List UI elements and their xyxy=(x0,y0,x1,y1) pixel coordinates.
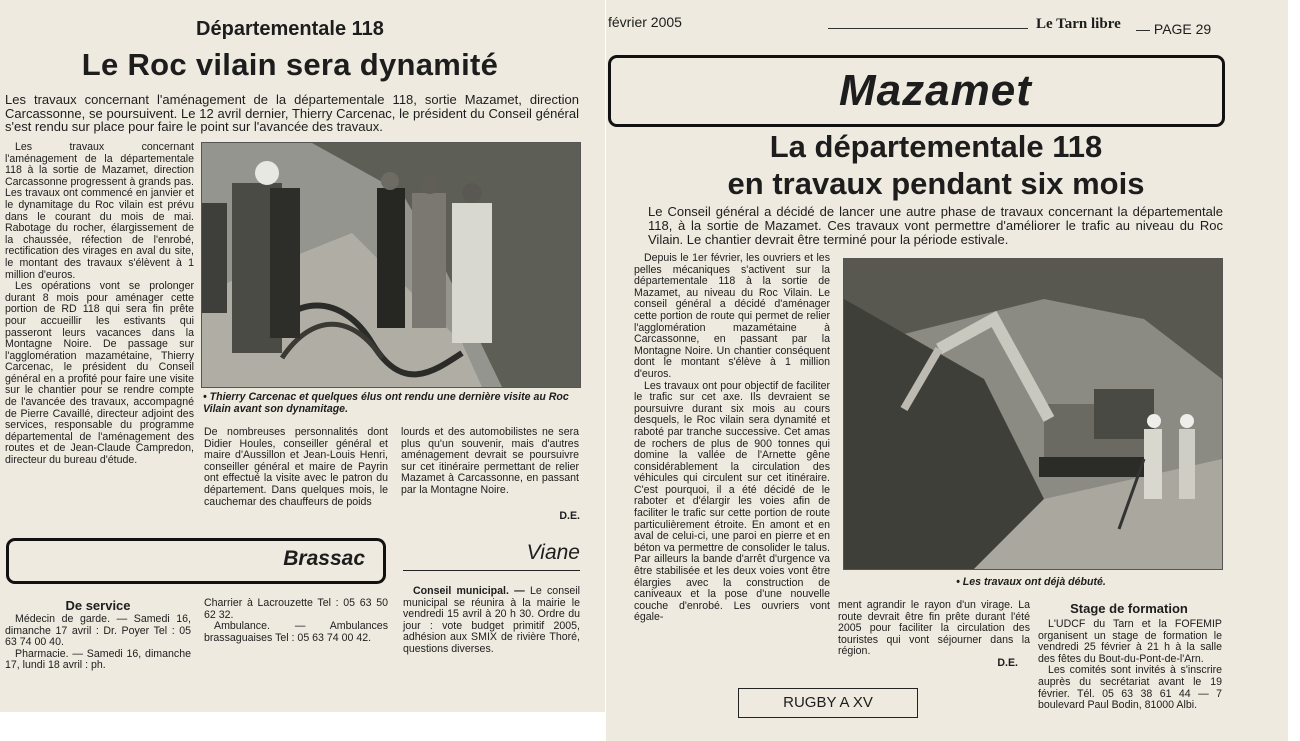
conseil-municipal xyxy=(403,586,580,656)
mazamet-banner xyxy=(608,55,1225,127)
left-photo-caption: • Thierry Carcenac et quelques élus ont rendu une dernière visite au Roc Vilain avant son dynamitage. xyxy=(203,391,569,415)
right-col1-paragraph-1: Depuis le 1er février, les ouvriers et les pelles mécaniques s'activent sur la départementale 118 à la sortie de Mazamet, au niveau du Roc Vilain. Le conseil général a décidé d'aménager cette portion de route qui permet de relier l'agglomération mazamétaine à Carcassonne, en passant par la Montagne Noire. Un chantier conséquent dont le montant s'élève à 1 million d'euros. xyxy=(634,252,830,380)
stage-title: Stage de formation xyxy=(1070,601,1188,616)
right-photo-caption: • Les travaux ont déjà débuté. xyxy=(956,576,1106,588)
left-column-2: De nombreuses personnalités dont Didier Houles, conseiller général et maire d'Aussillon et Jean-Louis Henri, conseiller général et maire de Payrin ont effectué la visite avec le patron du département. Dans quelques mois, le cauchemar des chauffeurs de poids xyxy=(204,426,388,508)
header-rule xyxy=(828,28,1028,29)
page-number: — PAGE 29 xyxy=(1136,21,1212,37)
ambulance: Ambulance. — Ambulances brassaguaises Tel : 05 63 74 00 42. xyxy=(204,620,388,644)
left-col1-paragraph-2: Les opérations vont se prolonger durant 8 mois pour aménager cette portion de RD 118 qui sera fin prête pour accueillir les estivants qui passeront leurs vacances dans la Montagne Noire. De passage sur l'agglomération mazamétaine, Thierry Carcenac, le président du Conseil général en a profité pour faire une visite sur le chantier pour se rendre compte de l'avancée des travaux, accompagné de Pierre Cavaillé, directeur adjoint des services, responsable du programme départemental de l'aménagement des routes et de Jean-Claude Campredon, directeur du bureau d'étude. xyxy=(5,280,194,467)
left-col1-paragraph-1: Les travaux concernant l'aménagement de la départementale 118 à la sortie de Mazamet, direction Carcassonne progressent à grands pas. Les travaux ont commencé en janvier et le dynamitage du Roc vilain est prévu dans le courant du mois de mai. Rabotage du rocher, élargissement de la chaussée, réfection de l'enrobé, rectification des virages en aval du site, le montant des travaux s'élèvent à 1 million d'euros. xyxy=(5,141,194,281)
right-clipping xyxy=(606,0,1288,741)
left-column-3: lourds et des automobilistes ne sera plus qu'un souvenir, mais d'autres aménagement devrait se poursuivre sur cet itinéraire permettant de relier Mazamet à Carcassonne, en passant par la Montagne Noire. xyxy=(401,426,579,496)
right-signature: D.E. xyxy=(997,657,1018,669)
right-photo xyxy=(843,258,1223,570)
left-kicker: Départementale 118 xyxy=(196,18,384,40)
right-column-1 xyxy=(634,253,830,624)
charrier: Charrier à Lacrouzette Tel : 05 63 50 62 32. xyxy=(204,597,388,621)
stage-text xyxy=(1038,619,1222,712)
left-column-1 xyxy=(5,142,194,467)
right-column-2: ment agrandir le rayon d'un virage. La route devrait être fin prête durant l'été 2005 pour faciliter la circulation des touristes qui vont séjourner dans la région. xyxy=(838,599,1030,658)
brassac-banner xyxy=(6,538,386,584)
de-service-title: De service xyxy=(65,598,131,613)
left-photo xyxy=(201,142,581,388)
viane-title: Viane xyxy=(526,541,580,564)
page-date: février 2005 xyxy=(608,14,682,30)
de-service-briefs xyxy=(5,614,191,672)
right-headline-line-1: La départementale 118 xyxy=(769,129,1103,164)
rugby-box xyxy=(738,688,918,718)
left-clipping xyxy=(0,0,605,712)
mazamet-banner-title: Mazamet xyxy=(839,66,1032,115)
right-col1-paragraph-2: Les travaux ont pour objectif de faciliter le trafic sur cet axe. Ils devraient se poursuivre durant six mois au cours desquels, le Roc vilain sera dynamité et raboté par tranche successive. Cet amas de rochers de plus de 900 tonnes qui domine la vallée de l'Arnette gêne considérablement la circulation des véhicules qui circulent sur cet itinéraire. C'est pourquoi, il a été décidé de le raboter et d'élargir les voies afin de faciliter le trafic sur cette portion de route particulièrement étroite. En amont et en aval de celui-ci, une paroi en pierre et en béton va permettre de consolider le talus. Par ailleurs la bande d'arrêt d'urgence va être stabilisée et les deux voies vont être élargies avec la construction de caniveaux et la pose d'une nouvelle couche d'enrobé. Les ouvriers vont égale- xyxy=(634,379,830,624)
de-service-briefs-2 xyxy=(204,598,388,644)
stage-paragraph-2: Les comités sont invités à s'inscrire auprès du secrétariat avant le 19 février. Tél. 05 63 38 61 44 — 7 boulevard Paul Bodin, 81000 Albi. xyxy=(1038,664,1222,712)
paper-name: Le Tarn libre xyxy=(1036,16,1121,32)
brassac-banner-title: Brassac xyxy=(283,547,365,570)
medecin-de-garde: Médecin de garde. — Samedi 16, dimanche 17 avril : Dr. Poyer Tel : 05 63 74 00 40. xyxy=(5,613,191,649)
rugby-label: RUGBY A XV xyxy=(783,694,873,711)
stage-paragraph-1: L'UDCF du Tarn et la FOFEMIP organisent un stage de formation le vendredi 25 février à 21 h à la salle des fêtes du Bout-du-Pont-de-l'Arn. xyxy=(1038,618,1222,665)
viane-rule xyxy=(403,570,580,571)
left-signature: D.E. xyxy=(559,510,580,522)
left-lead: Les travaux concernant l'aménagement de la départementale 118, sortie Mazamet, direction Carcassonne, se poursuivent. Le 12 avril dernier, Thierry Carcenac, le président du Conseil général s'est rendu sur place pour faire le point sur l'avancée des travaux. xyxy=(5,92,579,135)
conseil-municipal-text: Le conseil municipal se réunira à la mairie le vendredi 15 avril à 20 h 30. Ordre du jour : vote budget primitif 2005, adhésion aux SMIX de rivière Thoré, questions diverses. xyxy=(403,585,580,655)
right-lead: Le Conseil général a décidé de lancer une autre phase de travaux concernant la départementale 118, à la sortie de Mazamet. Ces travaux vont permettre d'améliorer le trafic au niveau du Roc Vilain. Le chantier devrait être terminé pour la période estivale. xyxy=(648,204,1223,247)
right-headline-line-2: en travaux pendant six mois xyxy=(727,166,1145,201)
pharmacie: Pharmacie. — Samedi 16, dimanche 17, lundi 18 avril : ph. xyxy=(5,647,191,672)
left-headline: Le Roc vilain sera dynamité xyxy=(81,47,499,82)
conseil-municipal-title: Conseil municipal. — xyxy=(413,585,525,597)
